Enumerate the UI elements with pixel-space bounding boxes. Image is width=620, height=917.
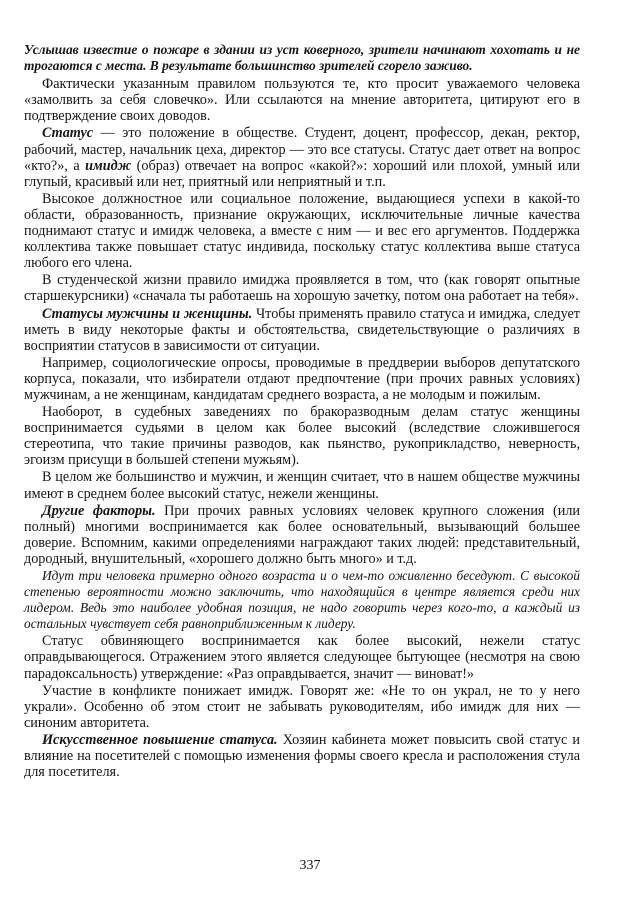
artificial-status-heading: Искусственное повышение статуса. (42, 731, 278, 748)
gender-status-text: Чтобы применять правило статуса и имиджа, следует иметь в виду некоторые факты и обстоятельства, свидетельствующие о различиях в восприятии статусов в зависимости от ситуации. (24, 305, 580, 354)
student-paragraph: В студенческой жизни правило имиджа проявляется в том, что (как говорят опытные старшекурсники) «сначала ты работаешь на хорошую зачетку, потом она работает на тебя». (24, 272, 580, 305)
page-number: 337 (299, 858, 321, 873)
artificial-status-text: Хозяин кабинета может повысить свой статус и влияние на посетителей с помощью изменения формы своего кресла и расположения стула для посетителя. (24, 731, 580, 781)
image-term: имидж (85, 157, 132, 174)
gender-status-heading: Статусы мужчины и женщины. (42, 305, 253, 322)
gender-status-paragraph (24, 306, 580, 354)
three-men-italic-paragraph: Идут три человека примерно одного возраста и о чем-то оживленно беседуют. С высокой степенью вероятности можно заключить, что находящийся в центре является среди них лидером. Ведь это наиболее удобная позиция, не надо говорить через кого-то, а каждый из остальных чувствует себя равноприближенным к лидеру. (24, 568, 580, 632)
courts-paragraph: Наоборот, в судебных заведениях по бракоразводным делам статус женщины воспринимается судьями в целом как более высокий (вследствие сложившегося стереотипа, что такие причины разводов, как пьянство, рукоприкладство, неверность, эгоизм присущи в большей степени мужьям). (24, 404, 580, 469)
status-definition-text-b: (образ) отвечает на вопрос «какой?»: хороший или плохой, умный или глупый, красивый или нет, приятный или неприятный и т.п. (24, 157, 580, 190)
authority-paragraph: Фактически указанным правилом пользуются те, кто просит уважаемого человека «замолвить за себя словечко». Или ссылаются на мнение авторитета, цитируют его в подтверждение своих доводов. (24, 76, 580, 125)
overall-paragraph: В целом же большинство и мужчин, и женщин считает, что в нашем обществе мужчины имеют в среднем более высокий статус, нежели женщины. (24, 469, 580, 502)
status-term: Статус (42, 125, 94, 142)
polls-paragraph: Например, социологические опросы, проводимые в преддверии выборов депутатского корпуса, показали, что избиратели отдают предпочтение (при прочих равных условиях) мужчинам, а не женщинам, кандидатам среднего возраста, а не молодым и пожилым. (24, 354, 580, 403)
status-definition-paragraph (24, 125, 580, 189)
artificial-status-paragraph (24, 732, 580, 780)
intro-italic-paragraph: Услышав известие о пожаре в здании из уст коверного, зрители начинают хохотать и не трогаются с места. В результате большинство зрителей сгорело заживо. (24, 42, 580, 74)
page-body (24, 42, 580, 781)
conflict-paragraph: Участие в конфликте понижает имидж. Говорят же: «Не то он украл, не то у него украли». Особенно об этом стоит не забывать руководителям, ибо имидж для них — синоним авторитета. (24, 682, 580, 731)
other-factors-text: При прочих равных условиях человек крупного сложения (или полный) многими воспринимается как более основательный, вызывающий большее доверие. Вспомним, какими определениями награждают таких людей: представительный, дородный, внушительный, «хорошего должно быть много» и т.д. (24, 502, 580, 567)
accuser-paragraph: Статус обвиняющего воспринимается как более высокий, нежели статус оправдывающегося. Отражением этого является следующее бытующее (несмотря на свою парадоксальность) утверждение: «Раз оправдывается, значит — виноват!» (24, 633, 580, 682)
status-definition-text-a: — это положение в обществе. Студент, доцент, профессор, декан, ректор, рабочий, мастер, начальник цеха, директор — это все статусы. Статус дает ответ на вопрос «кто?», а (24, 125, 580, 174)
other-factors-paragraph (24, 503, 580, 567)
other-factors-heading: Другие факторы. (42, 502, 156, 519)
high-position-paragraph: Высокое должностное или социальное положение, выдающиеся успехи в какой-то области, образованность, признание окружающих, исключительные личные качества поднимают статус и имидж человека, а вместе с ним — и вес его аргументов. Поддержка коллектива также повышает статус индивида, поскольку статус коллектива выше статуса любого его члена. (24, 190, 580, 272)
